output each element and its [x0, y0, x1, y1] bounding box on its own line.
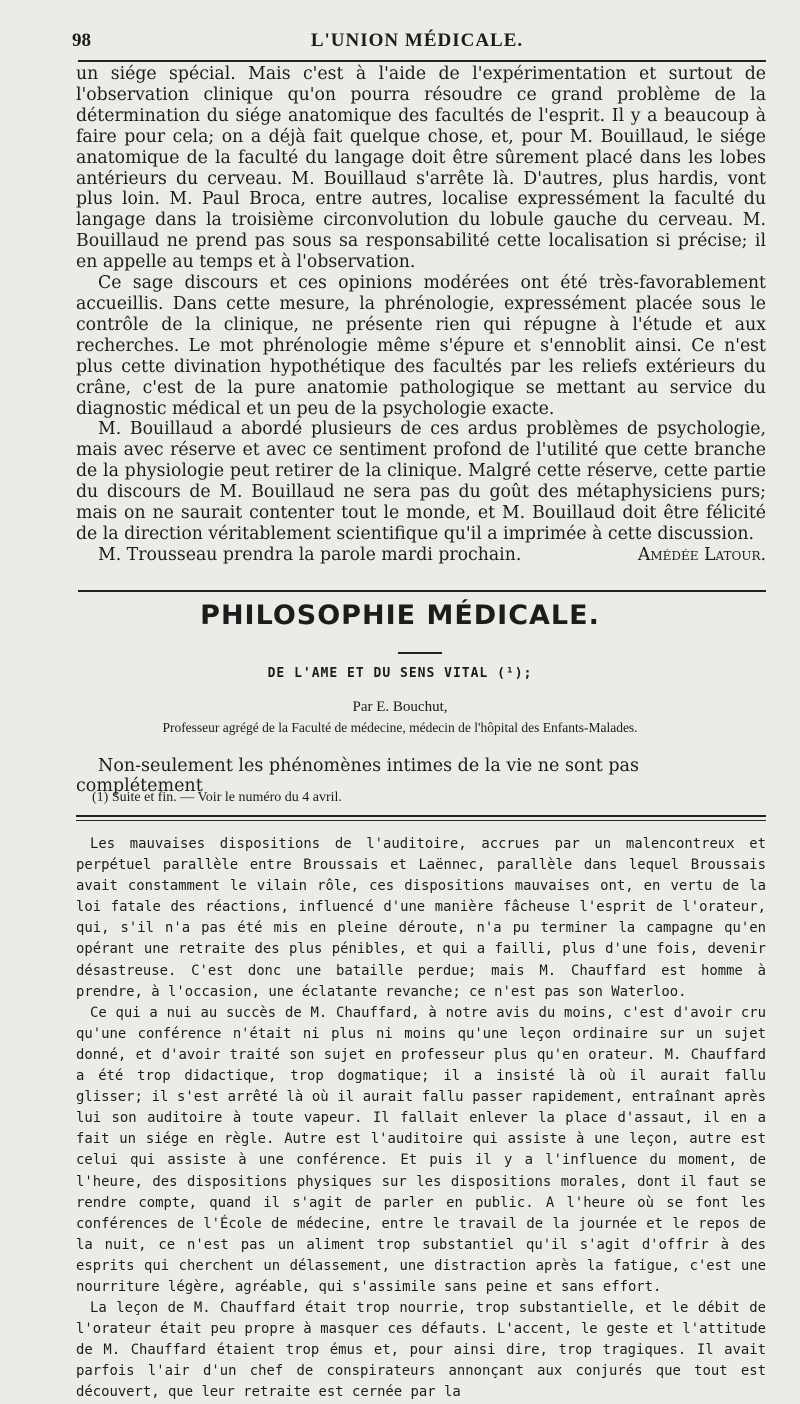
article-subtitle: DE L'AME ET DU SENS VITAL (¹); — [267, 666, 533, 681]
section-divider — [78, 590, 766, 592]
title-rule — [398, 652, 442, 654]
article-chauffard — [76, 834, 766, 1404]
article-bouillaud — [76, 64, 766, 566]
header-rule — [78, 60, 766, 62]
page-header — [72, 26, 762, 58]
paragraph: Ce qui a nui au succès de M. Chauffard, à notre avis du moins, c'est d'avoir cru qu'une conférence n'était ni plus ni moins qu'une leçon ordinaire sur un sujet donné, et d'avoir traité son sujet en professeur plus qu'en orateur. M. Chauffard a été trop didactique, trop dogmatique; il a insisté là où il aurait fallu glisser; il s'est arrêté là où il aurait fallu passer rapidement, entraînant après lui son auditoire à toute vapeur. Il fallait enlever la place d'assaut, il en a fait un siége en règle. Autre est l'auditoire qui assiste à une leçon, autre est celui qui assiste à une conférence. Et puis il y a l'influence du moment, de l'heure, des dispositions physiques sur les dispositions morales, dont il faut se rendre compte, quand il s'agit de parler en public. A l'heure où se font les conférences de l'École de médecine, entre le travail de la journée et le repos de la nuit, ce n'est pas un aliment trop substantiel qu'il s'agit d'offrir à des esprits qui cherchent un délassement, une distraction après la fatigue, c'est une nourriture légère, agréable, qui s'assimile sans peine et sans effort. — [76, 1004, 766, 1295]
closing-text: M. Trousseau prendra la parole mardi prochain. — [98, 544, 522, 565]
page-number: 98 — [72, 30, 91, 51]
footnote: (1) Suite et fin. — Voir le numéro du 4 avril. — [92, 790, 342, 805]
lead-sentence: Non-seulement les phénomènes intimes de la vie ne sont pas complétement — [76, 756, 639, 796]
byline: Par E. Bouchut, — [352, 699, 448, 715]
closing-line — [76, 545, 766, 566]
journal-title: L'UNION MÉDICALE. — [310, 30, 524, 51]
section-title: PHILOSOPHIE MÉDICALE. — [200, 600, 600, 631]
paragraph: un siége spécial. Mais c'est à l'aide de l'expérimentation et surtout de l'observation clinique qu'on pourra résoudre ce grand problème de la détermination du siége anatomique des facultés de l'esprit. Il y a beaucoup à faire pour cela; on a déjà fait quelque chose, et, pour M. Bouillaud, le siége anatomique de la faculté du langage doit être sûrement placé dans les lobes antérieurs du cerveau. M. Bouillaud s'arrête là. D'autres, plus hardis, vont plus loin. M. Paul Broca, entre autres, localise expressément la faculté du langage dans la troisième circonvolution du lobule gauche du cerveau. M. Bouillaud ne prend pas sous sa responsabilité cette localisation si précise; il en appelle au temps et à l'observation. — [76, 64, 766, 273]
paragraph: Les mauvaises dispositions de l'auditoire, accrues par un malencontreux et perpétuel parallèle entre Broussais et Laënnec, parallèle dans lequel Broussais avait constamment le vilain rôle, ces dispositions mauvaises ont, en vertu de la loi fatale des réactions, influencé d'une manière fâcheuse l'esprit de l'orateur, qui, s'il n'a pas été mis en pleine déroute, n'a pu terminer la campagne qu'en opérant une retraite des plus pénibles, et qui a failli, plus d'une fois, devenir désastreuse. C'est donc une bataille perdue; mais M. Chauffard est homme à prendre, à l'occasion, une éclatante revanche; ce n'est pas son Waterloo. — [76, 836, 766, 1000]
author-affiliation: Professeur agrégé de la Faculté de médecine, médecin de l'hôpital des Enfants-Malades. — [162, 720, 638, 735]
paragraph: Ce sage discours et ces opinions modérées ont été très-favorablement accueillis. Dans cette mesure, la phrénologie, expressément placée sous le contrôle de la clinique, ne présente rien qui répugne à l'étude et aux recherches. Le mot phrénologie même s'épure et s'ennoblit ainsi. Ce n'est plus cette divination hypothétique des facultés par les reliefs extérieurs du crâne, c'est de la pure anatomie pathologique se mettant au service du diagnostic médical et un peu de la psychologie exacte. — [76, 273, 766, 419]
feuilleton-divider — [76, 815, 766, 821]
paragraph: La leçon de M. Chauffard était trop nourrie, trop substantielle, et le débit de l'orateur était peu propre à masquer ces défauts. L'accent, le geste et l'attitude de M. Chauffard étaient trop émus et, pour ainsi dire, trop tragiques. Il avait parfois l'air d'un chef de conspirateurs annonçant aux conjurés que tout est découvert, que leur retraite est cernée par la — [76, 1300, 766, 1401]
paragraph: M. Bouillaud a abordé plusieurs de ces ardus problèmes de psychologie, mais avec réserve et avec ce sentiment profond de l'utilité que cette branche de la physiologie peut retirer de la clinique. Malgré cette réserve, cette partie du discours de M. Bouillaud ne sera pas du goût des métaphysiciens purs; mais on ne saurait contenter tout le monde, et M. Bouillaud doit être félicité de la direction véritablement scientifique qu'il a imprimée à cette discussion. — [76, 419, 766, 544]
signature: Amédée Latour. — [637, 544, 766, 565]
